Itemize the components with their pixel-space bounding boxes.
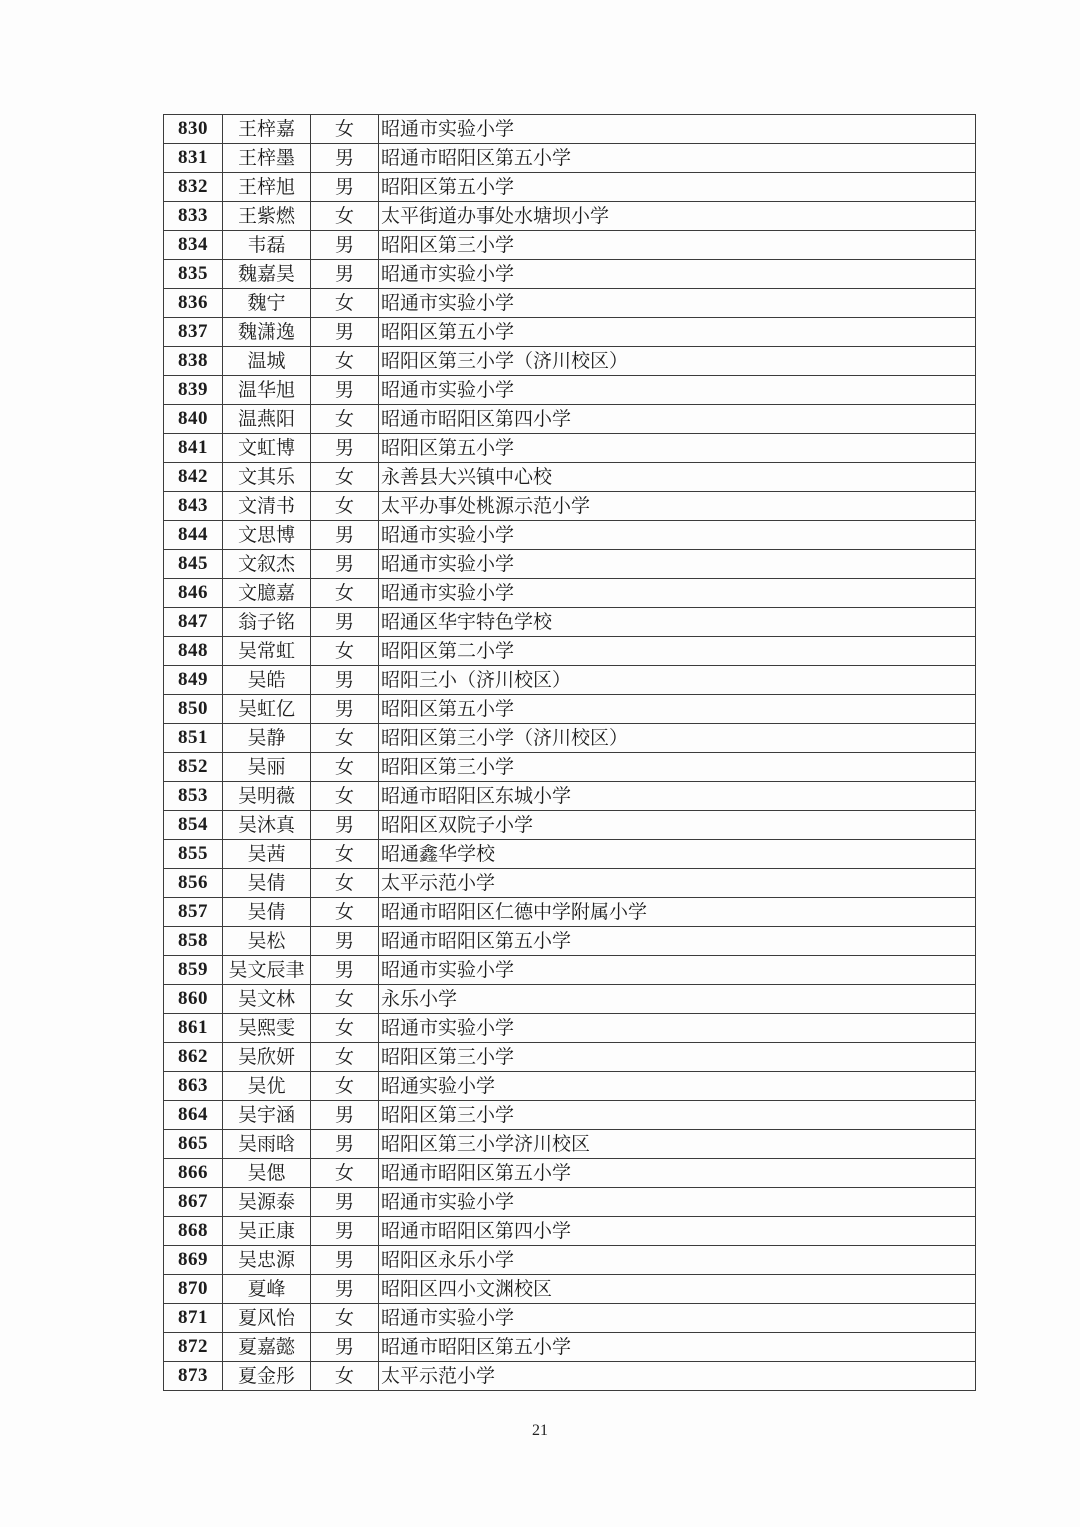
cell-student-name: 文叙杰 (223, 550, 311, 579)
cell-sequence-number: 847 (164, 608, 223, 637)
cell-student-name: 文其乐 (223, 463, 311, 492)
cell-school-name: 昭阳区第五小学 (379, 173, 976, 202)
cell-gender: 男 (311, 927, 379, 956)
cell-sequence-number: 861 (164, 1014, 223, 1043)
cell-student-name: 吴松 (223, 927, 311, 956)
cell-student-name: 吴宇涵 (223, 1101, 311, 1130)
student-roster-table (163, 114, 976, 1391)
table-row (164, 1217, 976, 1246)
cell-gender: 女 (311, 1362, 379, 1391)
table-row (164, 898, 976, 927)
cell-student-name: 魏嘉昊 (223, 260, 311, 289)
cell-gender: 女 (311, 289, 379, 318)
table-row (164, 463, 976, 492)
cell-student-name: 文思博 (223, 521, 311, 550)
cell-gender: 女 (311, 1072, 379, 1101)
table-row (164, 724, 976, 753)
cell-student-name: 吴雨晗 (223, 1130, 311, 1159)
cell-school-name: 昭通市实验小学 (379, 550, 976, 579)
table-row (164, 840, 976, 869)
cell-school-name: 昭阳区第三小学济川校区 (379, 1130, 976, 1159)
cell-sequence-number: 857 (164, 898, 223, 927)
cell-gender: 男 (311, 695, 379, 724)
table-row (164, 1101, 976, 1130)
table-row (164, 608, 976, 637)
cell-gender: 女 (311, 1043, 379, 1072)
cell-school-name: 昭通市实验小学 (379, 260, 976, 289)
cell-sequence-number: 872 (164, 1333, 223, 1362)
cell-gender: 女 (311, 637, 379, 666)
table-row (164, 173, 976, 202)
cell-school-name: 昭阳区第二小学 (379, 637, 976, 666)
roster-table-container (163, 114, 975, 1391)
cell-gender: 男 (311, 608, 379, 637)
cell-sequence-number: 832 (164, 173, 223, 202)
cell-student-name: 文清书 (223, 492, 311, 521)
cell-student-name: 吴皓 (223, 666, 311, 695)
cell-school-name: 昭通市昭阳区第四小学 (379, 1217, 976, 1246)
table-row (164, 753, 976, 782)
cell-sequence-number: 851 (164, 724, 223, 753)
cell-gender: 男 (311, 666, 379, 695)
cell-gender: 男 (311, 318, 379, 347)
cell-gender: 女 (311, 115, 379, 144)
cell-gender: 女 (311, 202, 379, 231)
cell-gender: 女 (311, 782, 379, 811)
cell-student-name: 吴丽 (223, 753, 311, 782)
cell-gender: 男 (311, 1275, 379, 1304)
table-row (164, 1014, 976, 1043)
cell-sequence-number: 839 (164, 376, 223, 405)
cell-sequence-number: 866 (164, 1159, 223, 1188)
cell-sequence-number: 860 (164, 985, 223, 1014)
cell-school-name: 昭通实验小学 (379, 1072, 976, 1101)
cell-gender: 男 (311, 1130, 379, 1159)
cell-student-name: 夏金彤 (223, 1362, 311, 1391)
cell-sequence-number: 856 (164, 869, 223, 898)
cell-sequence-number: 873 (164, 1362, 223, 1391)
cell-gender: 女 (311, 724, 379, 753)
table-row (164, 289, 976, 318)
cell-student-name: 温华旭 (223, 376, 311, 405)
table-row (164, 1159, 976, 1188)
cell-sequence-number: 862 (164, 1043, 223, 1072)
cell-sequence-number: 830 (164, 115, 223, 144)
cell-school-name: 昭通市昭阳区东城小学 (379, 782, 976, 811)
cell-school-name: 昭阳区第三小学 (379, 1101, 976, 1130)
cell-sequence-number: 869 (164, 1246, 223, 1275)
cell-student-name: 吴源泰 (223, 1188, 311, 1217)
table-row (164, 1043, 976, 1072)
cell-student-name: 王紫燃 (223, 202, 311, 231)
cell-student-name: 吴虹亿 (223, 695, 311, 724)
cell-school-name: 昭阳区四小文渊校区 (379, 1275, 976, 1304)
cell-sequence-number: 833 (164, 202, 223, 231)
table-row (164, 521, 976, 550)
cell-student-name: 夏风怡 (223, 1304, 311, 1333)
cell-school-name: 昭阳区双院子小学 (379, 811, 976, 840)
table-row (164, 260, 976, 289)
cell-sequence-number: 870 (164, 1275, 223, 1304)
table-row (164, 1333, 976, 1362)
cell-sequence-number: 852 (164, 753, 223, 782)
cell-student-name: 吴常虹 (223, 637, 311, 666)
cell-student-name: 吴熙雯 (223, 1014, 311, 1043)
cell-student-name: 韦磊 (223, 231, 311, 260)
cell-gender: 男 (311, 956, 379, 985)
cell-school-name: 昭阳区第五小学 (379, 434, 976, 463)
cell-student-name: 王梓嘉 (223, 115, 311, 144)
cell-student-name: 王梓旭 (223, 173, 311, 202)
cell-student-name: 王梓墨 (223, 144, 311, 173)
cell-school-name: 昭通鑫华学校 (379, 840, 976, 869)
cell-school-name: 昭阳区第三小学 (379, 753, 976, 782)
cell-school-name: 太平示范小学 (379, 869, 976, 898)
cell-student-name: 吴倩 (223, 898, 311, 927)
page-number: 21 (532, 1422, 548, 1439)
cell-sequence-number: 854 (164, 811, 223, 840)
cell-school-name: 昭通市实验小学 (379, 289, 976, 318)
table-row (164, 1362, 976, 1391)
cell-school-name: 昭通市实验小学 (379, 1304, 976, 1333)
cell-gender: 男 (311, 144, 379, 173)
cell-gender: 男 (311, 521, 379, 550)
cell-gender: 女 (311, 840, 379, 869)
cell-sequence-number: 871 (164, 1304, 223, 1333)
cell-gender: 女 (311, 985, 379, 1014)
cell-sequence-number: 842 (164, 463, 223, 492)
cell-school-name: 昭通市昭阳区第五小学 (379, 1159, 976, 1188)
cell-sequence-number: 837 (164, 318, 223, 347)
cell-sequence-number: 850 (164, 695, 223, 724)
cell-sequence-number: 831 (164, 144, 223, 173)
cell-gender: 男 (311, 811, 379, 840)
table-row (164, 1246, 976, 1275)
cell-school-name: 昭阳区永乐小学 (379, 1246, 976, 1275)
cell-sequence-number: 835 (164, 260, 223, 289)
table-row (164, 666, 976, 695)
cell-student-name: 吴文林 (223, 985, 311, 1014)
cell-student-name: 吴正康 (223, 1217, 311, 1246)
cell-gender: 女 (311, 898, 379, 927)
cell-sequence-number: 845 (164, 550, 223, 579)
table-row (164, 956, 976, 985)
cell-school-name: 昭通市昭阳区第四小学 (379, 405, 976, 434)
cell-school-name: 昭阳三小（济川校区） (379, 666, 976, 695)
cell-school-name: 昭阳区第三小学（济川校区） (379, 347, 976, 376)
cell-student-name: 翁子铭 (223, 608, 311, 637)
cell-sequence-number: 865 (164, 1130, 223, 1159)
cell-sequence-number: 849 (164, 666, 223, 695)
cell-sequence-number: 853 (164, 782, 223, 811)
cell-school-name: 昭通市实验小学 (379, 956, 976, 985)
cell-gender: 女 (311, 1014, 379, 1043)
cell-sequence-number: 863 (164, 1072, 223, 1101)
cell-gender: 男 (311, 260, 379, 289)
cell-gender: 男 (311, 173, 379, 202)
table-row (164, 115, 976, 144)
table-row (164, 985, 976, 1014)
cell-sequence-number: 864 (164, 1101, 223, 1130)
cell-school-name: 昭通市昭阳区第五小学 (379, 144, 976, 173)
cell-gender: 男 (311, 231, 379, 260)
cell-gender: 女 (311, 1304, 379, 1333)
cell-school-name: 昭通市实验小学 (379, 521, 976, 550)
cell-gender: 男 (311, 550, 379, 579)
cell-school-name: 昭阳区第三小学 (379, 231, 976, 260)
cell-school-name: 昭通市实验小学 (379, 579, 976, 608)
table-row (164, 434, 976, 463)
table-row (164, 1304, 976, 1333)
cell-sequence-number: 836 (164, 289, 223, 318)
table-row (164, 202, 976, 231)
table-row (164, 579, 976, 608)
cell-sequence-number: 844 (164, 521, 223, 550)
cell-gender: 女 (311, 1159, 379, 1188)
cell-gender: 女 (311, 492, 379, 521)
cell-school-name: 昭通市昭阳区第五小学 (379, 1333, 976, 1362)
cell-sequence-number: 867 (164, 1188, 223, 1217)
cell-sequence-number: 843 (164, 492, 223, 521)
cell-gender: 男 (311, 1101, 379, 1130)
cell-school-name: 昭通市昭阳区第五小学 (379, 927, 976, 956)
cell-school-name: 昭阳区第五小学 (379, 318, 976, 347)
cell-gender: 男 (311, 1246, 379, 1275)
table-row (164, 811, 976, 840)
cell-student-name: 魏潇逸 (223, 318, 311, 347)
cell-gender: 男 (311, 434, 379, 463)
cell-student-name: 吴偲 (223, 1159, 311, 1188)
cell-student-name: 吴静 (223, 724, 311, 753)
cell-sequence-number: 846 (164, 579, 223, 608)
cell-sequence-number: 859 (164, 956, 223, 985)
cell-gender: 男 (311, 1188, 379, 1217)
table-row (164, 637, 976, 666)
cell-school-name: 昭通市实验小学 (379, 115, 976, 144)
cell-student-name: 温燕阳 (223, 405, 311, 434)
table-row (164, 1188, 976, 1217)
cell-school-name: 昭通区华宇特色学校 (379, 608, 976, 637)
cell-sequence-number: 858 (164, 927, 223, 956)
cell-gender: 女 (311, 405, 379, 434)
cell-sequence-number: 868 (164, 1217, 223, 1246)
cell-school-name: 太平街道办事处水塘坝小学 (379, 202, 976, 231)
cell-gender: 女 (311, 869, 379, 898)
cell-sequence-number: 838 (164, 347, 223, 376)
cell-student-name: 吴忠源 (223, 1246, 311, 1275)
table-row (164, 1072, 976, 1101)
cell-sequence-number: 841 (164, 434, 223, 463)
cell-gender: 女 (311, 347, 379, 376)
table-row (164, 347, 976, 376)
cell-gender: 女 (311, 753, 379, 782)
cell-student-name: 吴沐真 (223, 811, 311, 840)
table-row (164, 869, 976, 898)
table-row (164, 927, 976, 956)
table-row (164, 376, 976, 405)
cell-student-name: 吴明薇 (223, 782, 311, 811)
cell-student-name: 魏宁 (223, 289, 311, 318)
cell-gender: 女 (311, 579, 379, 608)
cell-student-name: 温城 (223, 347, 311, 376)
table-row (164, 144, 976, 173)
cell-student-name: 文臆嘉 (223, 579, 311, 608)
cell-student-name: 吴优 (223, 1072, 311, 1101)
cell-student-name: 吴欣妍 (223, 1043, 311, 1072)
cell-sequence-number: 840 (164, 405, 223, 434)
cell-school-name: 昭阳区第三小学 (379, 1043, 976, 1072)
table-row (164, 318, 976, 347)
cell-school-name: 昭阳区第三小学（济川校区） (379, 724, 976, 753)
roster-table-body (164, 115, 976, 1391)
cell-gender: 男 (311, 376, 379, 405)
cell-gender: 男 (311, 1333, 379, 1362)
table-row (164, 1130, 976, 1159)
cell-school-name: 永乐小学 (379, 985, 976, 1014)
cell-school-name: 太平示范小学 (379, 1362, 976, 1391)
cell-student-name: 吴倩 (223, 869, 311, 898)
cell-sequence-number: 834 (164, 231, 223, 260)
cell-student-name: 吴茜 (223, 840, 311, 869)
cell-school-name: 昭阳区第五小学 (379, 695, 976, 724)
table-row (164, 1275, 976, 1304)
cell-school-name: 永善县大兴镇中心校 (379, 463, 976, 492)
cell-sequence-number: 848 (164, 637, 223, 666)
cell-school-name: 昭通市昭阳区仁德中学附属小学 (379, 898, 976, 927)
table-row (164, 231, 976, 260)
cell-school-name: 昭通市实验小学 (379, 376, 976, 405)
cell-school-name: 昭通市实验小学 (379, 1188, 976, 1217)
cell-gender: 男 (311, 1217, 379, 1246)
cell-student-name: 夏嘉懿 (223, 1333, 311, 1362)
cell-gender: 女 (311, 463, 379, 492)
cell-school-name: 太平办事处桃源示范小学 (379, 492, 976, 521)
cell-student-name: 吴文辰聿 (223, 956, 311, 985)
cell-school-name: 昭通市实验小学 (379, 1014, 976, 1043)
cell-student-name: 夏峰 (223, 1275, 311, 1304)
cell-student-name: 文虹博 (223, 434, 311, 463)
table-row (164, 550, 976, 579)
table-row (164, 782, 976, 811)
table-row (164, 492, 976, 521)
table-row (164, 695, 976, 724)
table-row (164, 405, 976, 434)
cell-sequence-number: 855 (164, 840, 223, 869)
